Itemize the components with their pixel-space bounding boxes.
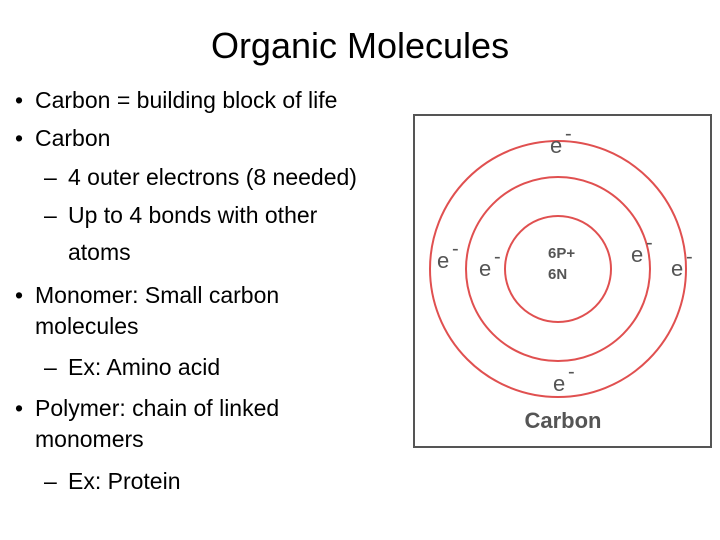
carbon-atom-diagram bbox=[415, 116, 710, 446]
bullet-dot: • bbox=[14, 282, 24, 308]
electron-inner-left bbox=[479, 246, 501, 281]
bullet-dot: • bbox=[14, 395, 24, 421]
dash-marker: – bbox=[44, 468, 57, 494]
svg-text:e: e bbox=[550, 133, 563, 158]
bullet-text: Polymer: chain of linked bbox=[35, 395, 280, 421]
svg-text:-: - bbox=[646, 232, 653, 254]
svg-text:-: - bbox=[686, 246, 693, 268]
electron-top bbox=[550, 123, 572, 158]
sub-bullet-continuation: atoms bbox=[68, 239, 131, 265]
bullet-continuation: molecules bbox=[35, 313, 139, 339]
svg-text:-: - bbox=[565, 123, 572, 145]
electron-outer-left bbox=[437, 238, 459, 273]
svg-text:e: e bbox=[631, 242, 644, 267]
svg-text:-: - bbox=[568, 361, 575, 383]
svg-text:e: e bbox=[553, 371, 566, 396]
dash-marker: – bbox=[44, 164, 57, 190]
svg-text:e: e bbox=[479, 256, 492, 281]
electron-bottom bbox=[553, 361, 575, 396]
sub-bullet-text: 4 outer electrons (8 needed) bbox=[68, 164, 357, 190]
diagram-caption: Carbon bbox=[524, 408, 602, 433]
svg-text:e: e bbox=[671, 256, 684, 281]
bullet-text: Carbon bbox=[35, 125, 111, 151]
nucleus-neutrons-label: 6N bbox=[548, 266, 568, 283]
sub-bullet-text: Ex: Protein bbox=[68, 468, 181, 494]
bullet-continuation: monomers bbox=[35, 426, 144, 452]
carbon-atom-figure bbox=[413, 114, 712, 448]
dash-marker: – bbox=[44, 354, 57, 380]
bullet-text: Monomer: Small carbon bbox=[35, 282, 280, 308]
svg-text:-: - bbox=[452, 238, 459, 260]
electron-outer-right bbox=[671, 246, 693, 281]
svg-text:e: e bbox=[437, 248, 450, 273]
sub-bullet-text: Ex: Amino acid bbox=[68, 354, 221, 380]
sub-bullet-text: Up to 4 bonds with other bbox=[68, 202, 318, 228]
nucleus-protons-label: 6P+ bbox=[548, 245, 576, 262]
dash-marker: – bbox=[44, 202, 57, 228]
page-title: Organic Molecules bbox=[210, 25, 510, 66]
bullet-dot: • bbox=[14, 87, 24, 113]
bullet-dot: • bbox=[14, 125, 24, 151]
svg-text:-: - bbox=[494, 246, 501, 268]
bullet-text: Carbon = building block of life bbox=[35, 87, 338, 113]
